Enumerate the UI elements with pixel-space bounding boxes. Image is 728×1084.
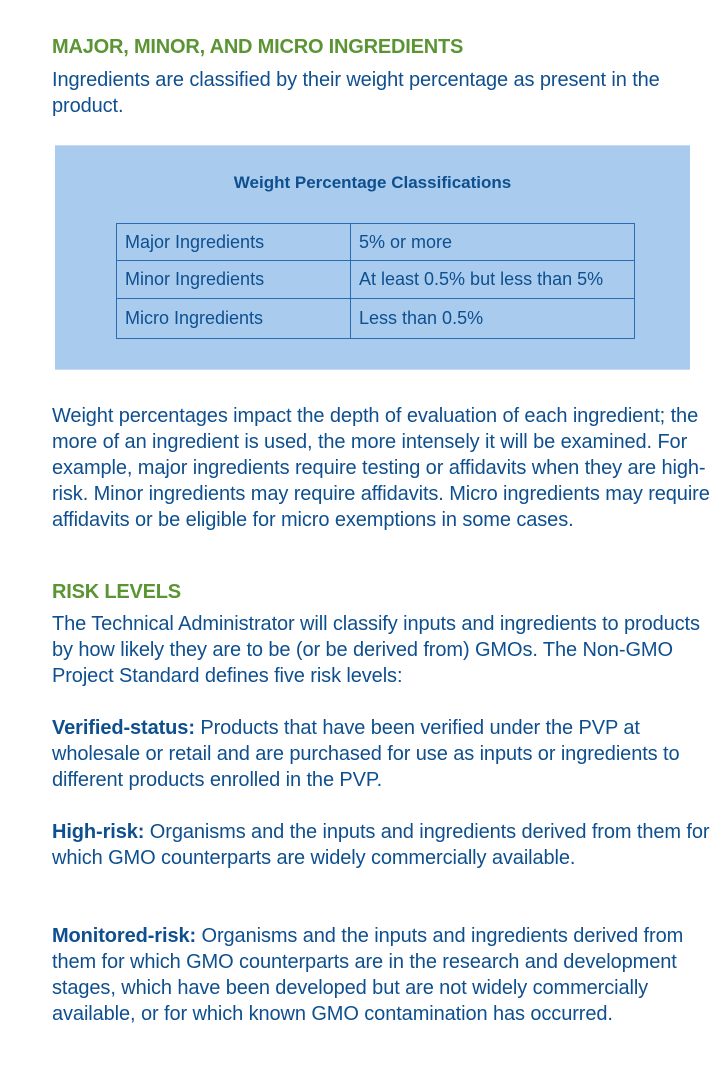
section-heading-ingredients: MAJOR, MINOR, AND MICRO INGREDIENTS <box>52 36 464 58</box>
risk-level-verified-status <box>52 715 712 793</box>
section-heading-risk-levels: RISK LEVELS <box>52 581 181 603</box>
risk-level-description: Organisms and the inputs and ingredients derived from them for which GMO counterparts are in the research and development stages, which have been developed but are not widely commercially available, or for which known GMO contamination has occurred. <box>52 925 684 1025</box>
table-row <box>117 224 635 261</box>
callout-title: Weight Percentage Classifications <box>233 173 512 192</box>
table-cell-threshold: 5% or more <box>351 224 635 261</box>
risk-level-high-risk <box>52 819 712 871</box>
table-row <box>117 299 635 339</box>
table-cell-category: Micro Ingredients <box>117 299 351 339</box>
risk-level-term: High-risk: <box>52 821 145 843</box>
weight-classification-callout <box>55 145 690 370</box>
risk-level-description: Products that have been verified under the PVP at wholesale or retail and are purchased for use as inputs or ingredients to different products enrolled in the PVP. <box>52 717 680 791</box>
table-cell-category: Minor Ingredients <box>117 261 351 299</box>
table-cell-threshold: At least 0.5% but less than 5% <box>351 261 635 299</box>
risk-level-term: Monitored-risk: <box>52 925 197 947</box>
table-cell-threshold: Less than 0.5% <box>351 299 635 339</box>
risk-level-description: Organisms and the inputs and ingredients derived from them for which GMO counterparts are widely commercially available. <box>52 821 710 869</box>
risk-levels-intro-paragraph: The Technical Administrator will classify inputs and ingredients to products by how likely they are to be (or be derived from) GMOs. The Non-GMO Project Standard defines five risk levels: <box>52 613 700 687</box>
weight-classification-table <box>116 223 635 339</box>
weight-impact-paragraph: Weight percentages impact the depth of evaluation of each ingredient; the more of an ingredient is used, the more intensely it will be examined. For example, major ingredients require testing or affidavits when they are high-risk. Minor ingredients may require affidavits. Micro ingredients may require affidavits or be eligible for micro exemptions in some cases. <box>52 405 710 531</box>
table-row <box>117 261 635 299</box>
table-cell-category: Major Ingredients <box>117 224 351 261</box>
ingredients-intro-paragraph: Ingredients are classified by their weight percentage as present in the product. <box>52 69 660 117</box>
risk-level-term: Verified-status: <box>52 717 195 739</box>
risk-level-monitored-risk <box>52 923 712 1027</box>
